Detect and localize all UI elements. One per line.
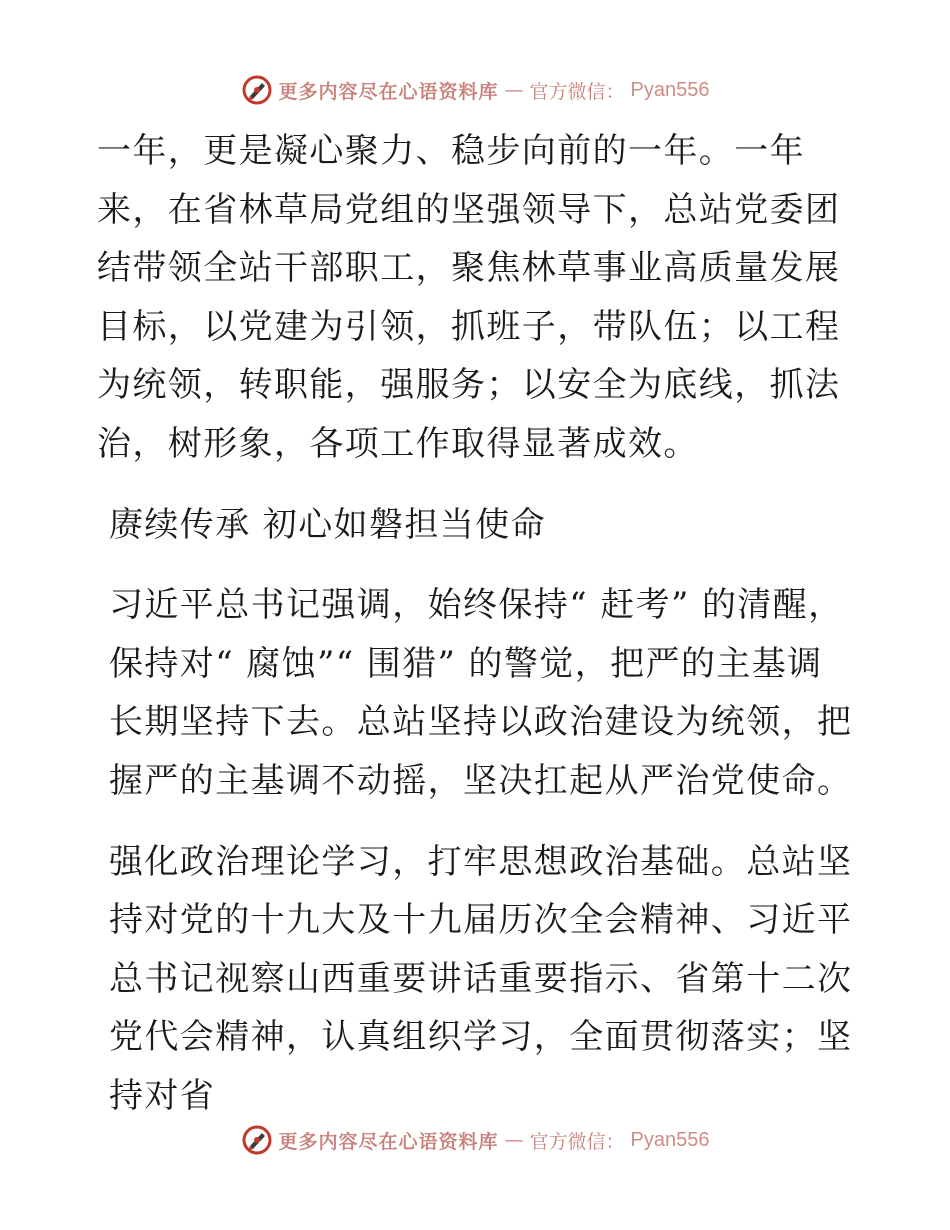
watermark-separator: — bbox=[504, 79, 524, 101]
section-heading: 赓续传承 初心如磐担当使命 bbox=[109, 504, 547, 545]
paragraph-gap bbox=[97, 554, 857, 576]
watermark-separator: — bbox=[504, 1129, 524, 1151]
footer-watermark bbox=[0, 1120, 950, 1160]
header-watermark bbox=[0, 70, 950, 110]
paragraph-gap bbox=[97, 811, 857, 833]
watermark-wechat-label: 官方微信： bbox=[529, 1130, 625, 1153]
paragraph-xi-quote: 习近平总书记强调，始终保持“ 赶考” 的清醒，保持对“ 腐蚀”“ 围猎” 的警觉，把严的主基调长期坚持下去。总站坚持以政治建设为统领，把握严的主基调不动摇，坚决扛起从严治党使命。 bbox=[109, 585, 853, 801]
paragraph-political-study: 强化政治理论学习，打牢思想政治基础。总站坚持对党的十九大及十九届历次全会精神、习近平总书记视察山西重要讲话重要指示、省第十二次党代会精神，认真组织学习，全面贯彻落实；坚持对省 bbox=[109, 841, 853, 1116]
paragraph-intro: 一年，更是凝心聚力、稳步向前的一年。一年来，在省林草局党组的坚强领导下，总站党委团结带领全站干部职工，聚焦林草事业高质量发展目标，以党建为引领，抓班子，带队伍；以工程为统领，转职能，强服务；以安全为底线，抓法治，树形象，各项工作取得显著成效。 bbox=[97, 131, 841, 464]
paragraph-gap bbox=[97, 474, 857, 496]
document-body bbox=[97, 122, 857, 1126]
watermark-wechat-id: Pyan556 bbox=[630, 1128, 710, 1151]
watermark-wechat-label: 官方微信： bbox=[529, 80, 625, 103]
watermark-wechat-id: Pyan556 bbox=[630, 78, 710, 101]
brand-logo-icon bbox=[241, 74, 273, 106]
watermark-brand-text: 更多内容尽在心语资料库 bbox=[278, 80, 499, 103]
brand-logo-icon bbox=[241, 1124, 273, 1156]
watermark-brand-text: 更多内容尽在心语资料库 bbox=[278, 1130, 499, 1153]
